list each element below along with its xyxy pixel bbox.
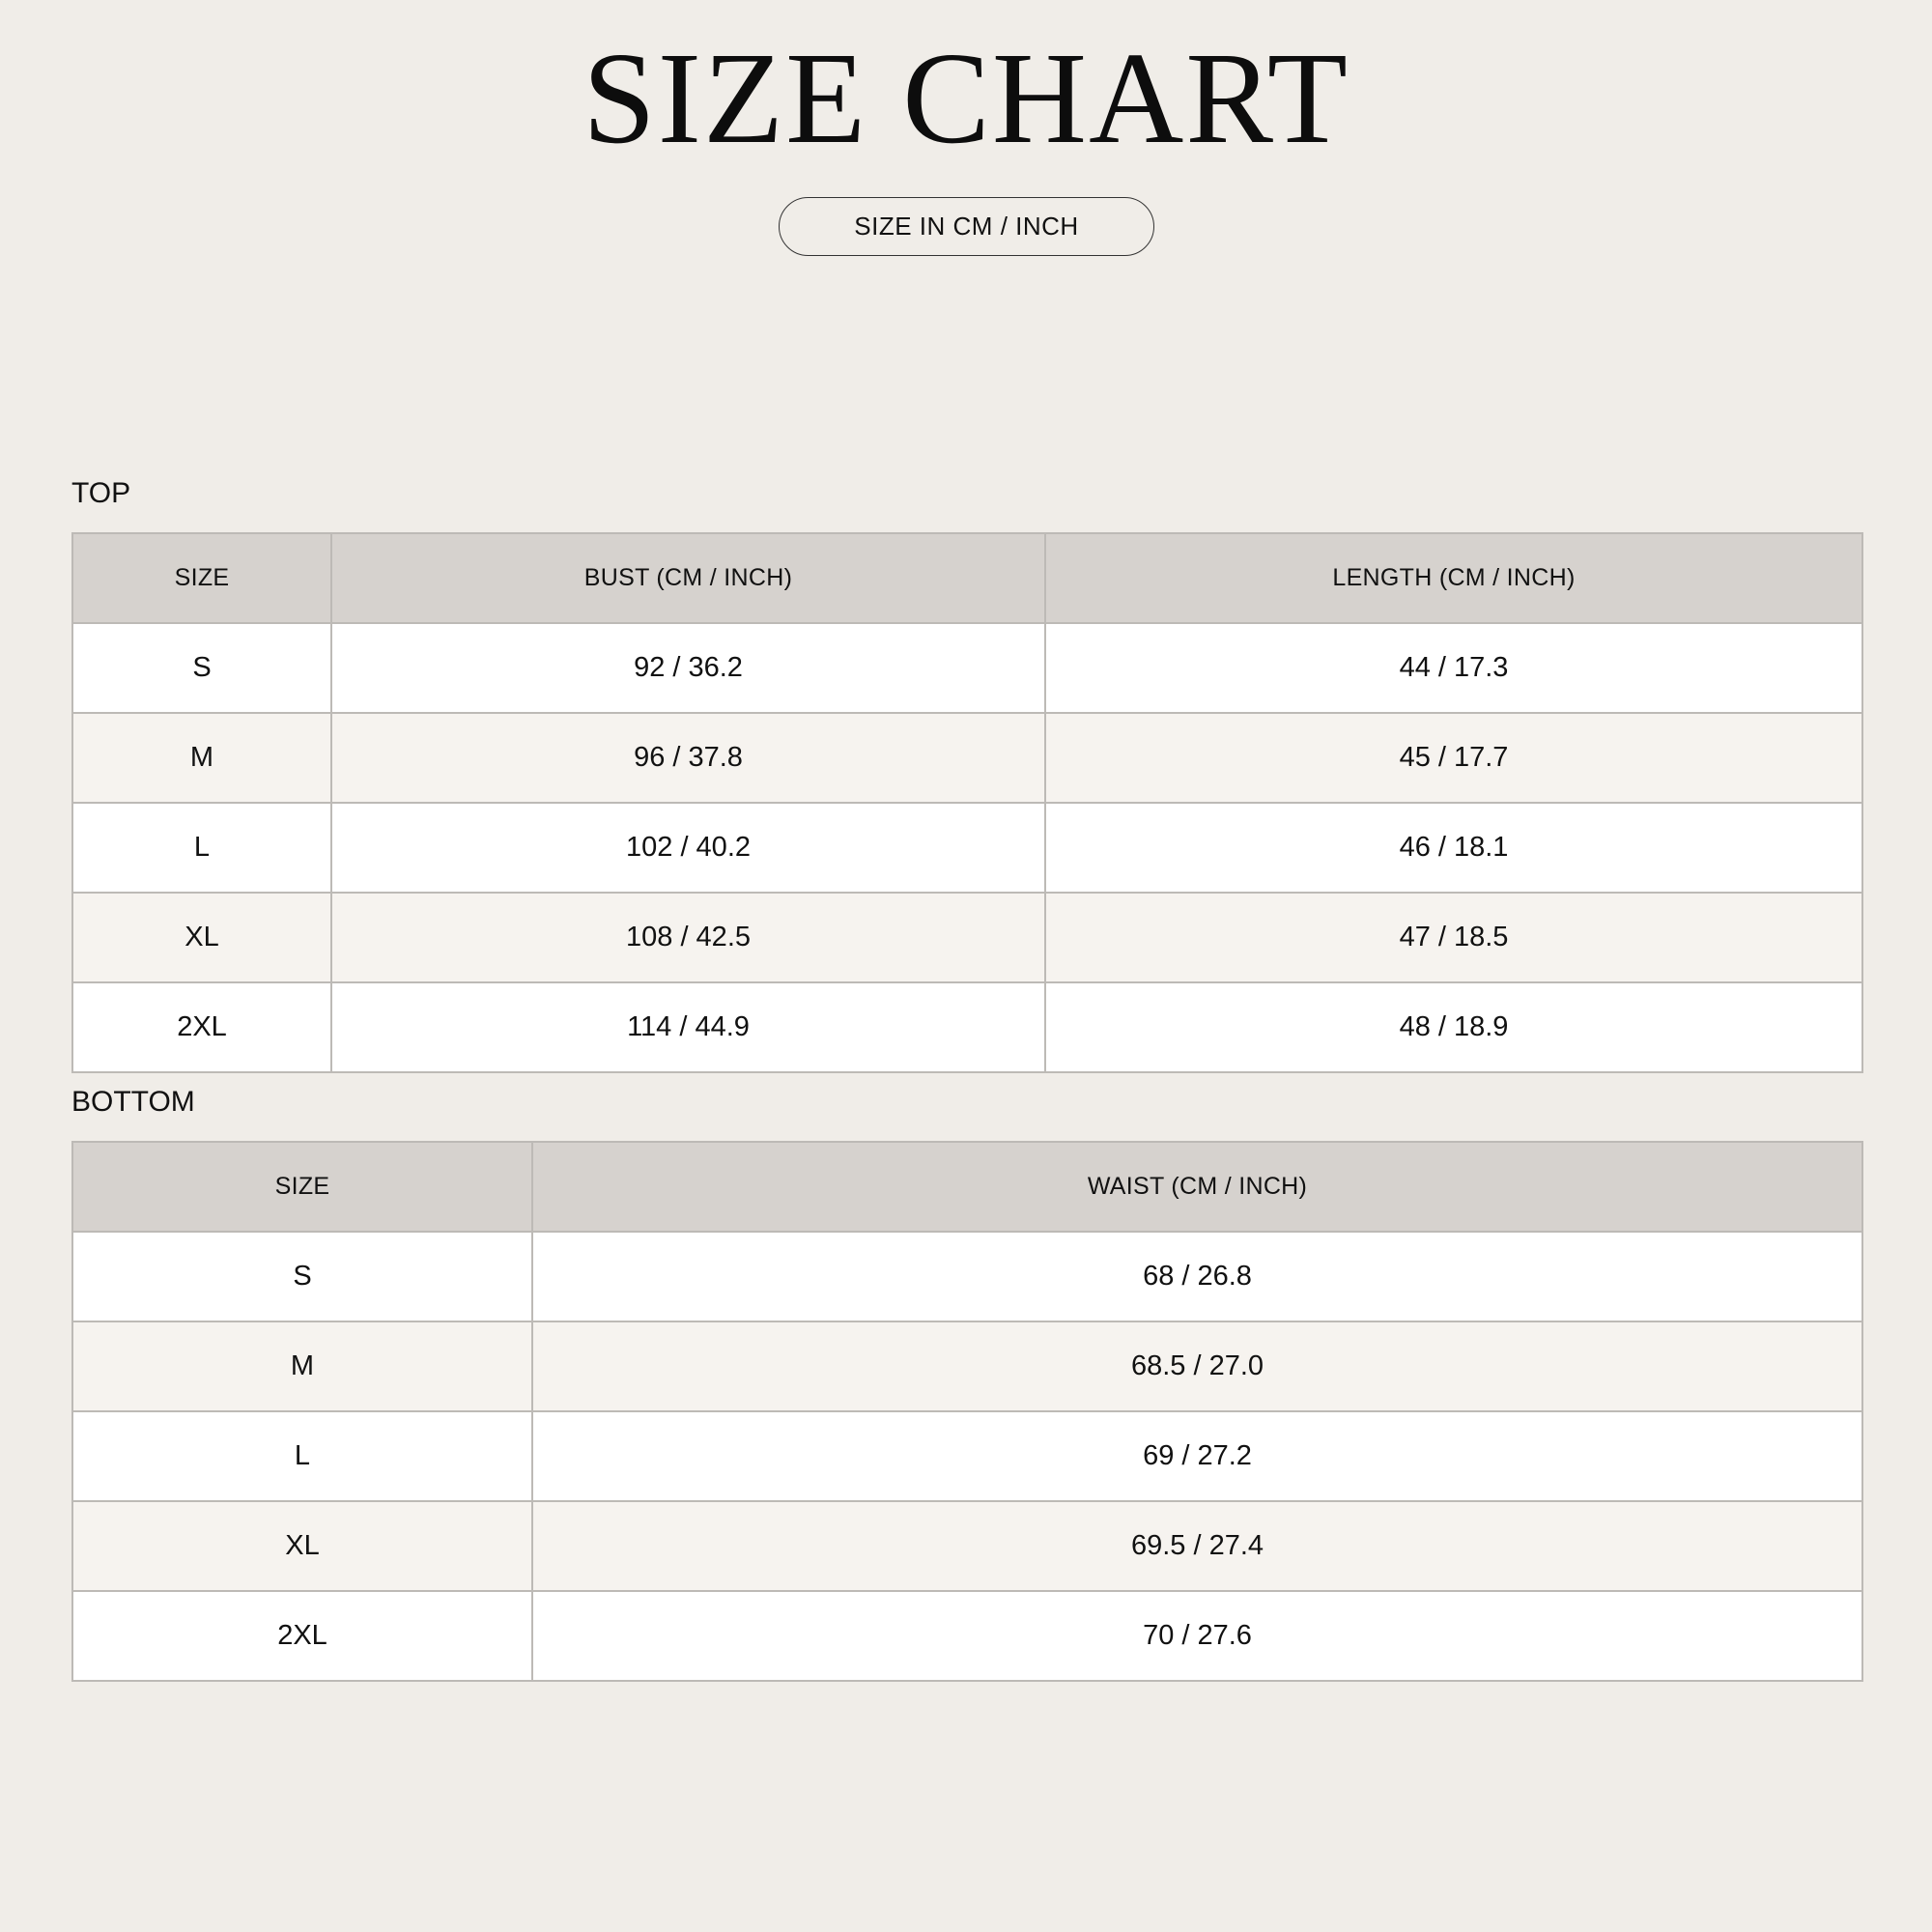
length-cell: 47 / 18.5 [1045, 893, 1862, 982]
unit-badge [779, 197, 1154, 256]
bust-cell: 114 / 44.9 [331, 982, 1045, 1072]
size-cell: XL [72, 893, 331, 982]
unit-badge-label: SIZE IN CM / INCH [854, 212, 1079, 241]
table-header-row [72, 1142, 1862, 1232]
length-cell: 45 / 17.7 [1045, 713, 1862, 803]
size-cell: S [72, 623, 331, 713]
length-cell: 48 / 18.9 [1045, 982, 1862, 1072]
page-title: SIZE CHART [582, 26, 1350, 171]
table-row [72, 803, 1862, 893]
table-row [72, 893, 1862, 982]
table-row [72, 982, 1862, 1072]
table-row [72, 1232, 1862, 1321]
table-row [72, 1591, 1862, 1681]
size-cell: L [72, 803, 331, 893]
column-header-length: LENGTH (CM / INCH) [1045, 533, 1862, 623]
waist-cell: 68.5 / 27.0 [532, 1321, 1862, 1411]
column-header-size: SIZE [72, 1142, 532, 1232]
section-label-bottom: BOTTOM [71, 1086, 195, 1118]
waist-cell: 69.5 / 27.4 [532, 1501, 1862, 1591]
section-label-top: TOP [71, 477, 131, 509]
column-header-waist: WAIST (CM / INCH) [532, 1142, 1862, 1232]
table-row [72, 1501, 1862, 1591]
bust-cell: 102 / 40.2 [331, 803, 1045, 893]
length-cell: 46 / 18.1 [1045, 803, 1862, 893]
bust-cell: 108 / 42.5 [331, 893, 1045, 982]
size-cell: 2XL [72, 1591, 532, 1681]
size-cell: XL [72, 1501, 532, 1591]
bottom-size-table [71, 1141, 1863, 1682]
waist-cell: 70 / 27.6 [532, 1591, 1862, 1681]
table-header-row [72, 533, 1862, 623]
column-header-bust: BUST (CM / INCH) [331, 533, 1045, 623]
column-header-size: SIZE [72, 533, 331, 623]
top-size-table [71, 532, 1863, 1073]
size-cell: 2XL [72, 982, 331, 1072]
size-cell: M [72, 1321, 532, 1411]
length-cell: 44 / 17.3 [1045, 623, 1862, 713]
table-row [72, 1411, 1862, 1501]
size-cell: S [72, 1232, 532, 1321]
waist-cell: 69 / 27.2 [532, 1411, 1862, 1501]
size-cell: L [72, 1411, 532, 1501]
bust-cell: 96 / 37.8 [331, 713, 1045, 803]
table-row [72, 1321, 1862, 1411]
bust-cell: 92 / 36.2 [331, 623, 1045, 713]
table-row [72, 713, 1862, 803]
table-row [72, 623, 1862, 713]
size-cell: M [72, 713, 331, 803]
waist-cell: 68 / 26.8 [532, 1232, 1862, 1321]
